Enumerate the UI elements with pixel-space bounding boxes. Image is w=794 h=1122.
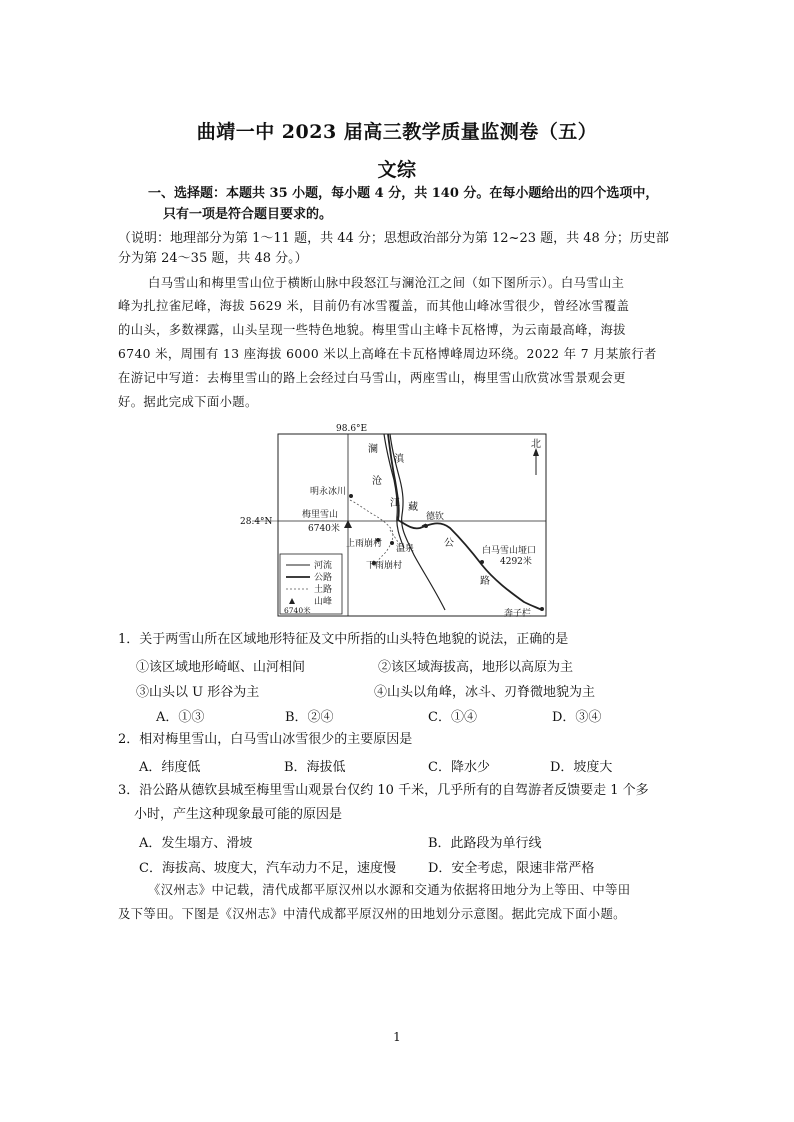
map-lat-label: 28.4°N [240,517,273,527]
river-branch [384,434,404,548]
question-1-stem: 1．关于两雪山所在区域地形特征及文中所指的山头特色地貌的说法，正确的是 [118,632,569,647]
map-road-label: 公 [444,538,454,549]
question-1-statement-2: ②该区域海拔高，地形以高原为主 [378,660,574,675]
legend-label: 土路 [314,585,333,595]
passage2-line-1: 《汉州志》中记载，清代成都平原汉州以水源和交通为依据将田地分为上等田、中等田 [148,883,631,897]
region-map [240,420,560,620]
passage1-line-6: 好。据此完成下面小题。 [118,395,258,409]
question-1-option-a[interactable]: A．①③ [156,710,205,725]
question-2-option-b[interactable]: B．海拔低 [284,760,346,775]
question-3-option-a[interactable]: A．发生塌方、滑坡 [139,836,253,851]
map-road-label: 路 [480,576,490,587]
map-place-label: 德钦 [426,512,445,522]
legend-label: 河流 [314,561,333,571]
question-2-option-a[interactable]: A．纬度低 [139,760,201,775]
map-place-label: 奔子栏 [504,609,532,619]
page-number: 1 [393,1030,401,1044]
map-lon-label: 98.6°E [336,424,368,434]
map-river-label: 澜 [368,444,378,455]
exam-title: 曲靖一中 2023 届高三教学质量监测卷（五） [196,121,598,143]
question-1-option-b[interactable]: B．②④ [285,710,334,725]
question-3-stem-2: 小时，产生这种现象最可能的原因是 [134,807,343,822]
section-note-2: 分为第 24～35 题，共 48 分。） [118,251,308,266]
legend-label: 6740米 [284,606,311,615]
baima-pass-point [480,560,484,564]
passage1-line-4: 6740 米，周围有 13 座海拔 6000 米以上高峰在卡瓦格博峰周边环绕。2022 年 7 月某旅行者 [118,347,657,361]
question-2-stem: 2．相对梅里雪山，白马雪山冰雪很少的主要原因是 [118,732,413,747]
map-place-label: 梅里雪山 [302,510,339,520]
legend-label: 公路 [314,573,333,583]
map-river-label: 江 [390,498,400,509]
map-legend [280,554,342,614]
map-place-label: 6740米 [308,524,340,534]
map-place-label: 4292米 [500,557,532,567]
legend-label: 山峰 [314,597,333,607]
question-1-option-d[interactable]: D．③④ [552,710,602,725]
question-3-option-b[interactable]: B．此路段为单行线 [428,836,542,851]
question-3-stem-1: 3．沿公路从德钦县城至梅里雪山观景台仅约 10 千米，几乎所有的自驾游者反馈要走 1 个多 [118,783,649,798]
passage1-line-3: 的山头，多数裸露，山头呈现一些特色地貌。梅里雪山主峰卡瓦格博，为云南最高峰，海拔 [118,323,626,337]
map-road-label: 藏 [408,502,418,513]
passage2-line-2: 及下等田。下图是《汉州志》中清代成都平原汉州的田地划分示意图。据此完成下面小题。 [118,907,626,921]
map-svg [240,420,560,620]
mingyong-point [349,494,353,498]
map-place-label: 白马雪山垭口 [482,546,537,556]
map-place-label: 上雨崩村 [346,539,383,549]
benzilan-point [540,607,544,611]
map-place-label: 明永冰川 [310,487,347,497]
exam-subtitle: 文综 [377,159,417,181]
question-3-option-c[interactable]: C．海拔高、坡度大，汽车动力不足，速度慢 [139,861,396,876]
section-note-1: （说明：地理部分为第 1～11 题，共 44 分；思想政治部分为第 12~23 题，共 48 分；历史部 [118,231,669,246]
section-instruction-1: 一、选择题：本题共 35 小题，每小题 4 分，共 140 分。在每小题给出的四个选项中， [148,186,659,201]
deqin-point [424,524,428,528]
passage1-line-5: 在游记中写道：去梅里雪山的路上会经过白马雪山，两座雪山，梅里雪山欣赏冰雪景观会更 [118,371,626,385]
wenquan-point [390,541,394,545]
question-1-statement-4: ④山头以角峰，冰斗、刃脊微地貌为主 [374,685,596,700]
question-1-statement-3: ③山头以 U 形谷为主 [136,685,260,700]
section-instruction-2: 只有一项是符合题目要求的。 [163,207,333,222]
question-2-option-c[interactable]: C．降水少 [428,760,490,775]
map-place-label: 下雨崩村 [366,561,403,571]
passage1-line-1: 白马雪山和梅里雪山位于横断山脉中段怒江与澜沧江之间（如下图所示）。白马雪山主 [148,276,625,290]
question-3-option-d[interactable]: D．安全考虑，限速非常严格 [428,861,595,876]
map-road-label: 滇 [394,454,404,465]
map-river-label: 沧 [372,476,382,487]
map-place-label: 温泉 [396,544,415,554]
passage1-line-2: 峰为扎拉雀尼峰，海拔 5629 米，目前仍有冰雪覆盖，而其他山峰冰雪很少，曾经冰雪覆盖 [118,299,630,313]
highway-road [388,434,542,610]
dirt-road [350,500,393,568]
map-north-label: 北 [531,439,541,450]
question-1-statement-1: ①该区域地形崎岖、山河相间 [136,660,306,675]
question-1-option-c[interactable]: C．①④ [428,710,477,725]
question-2-option-d[interactable]: D．坡度大 [550,760,613,775]
